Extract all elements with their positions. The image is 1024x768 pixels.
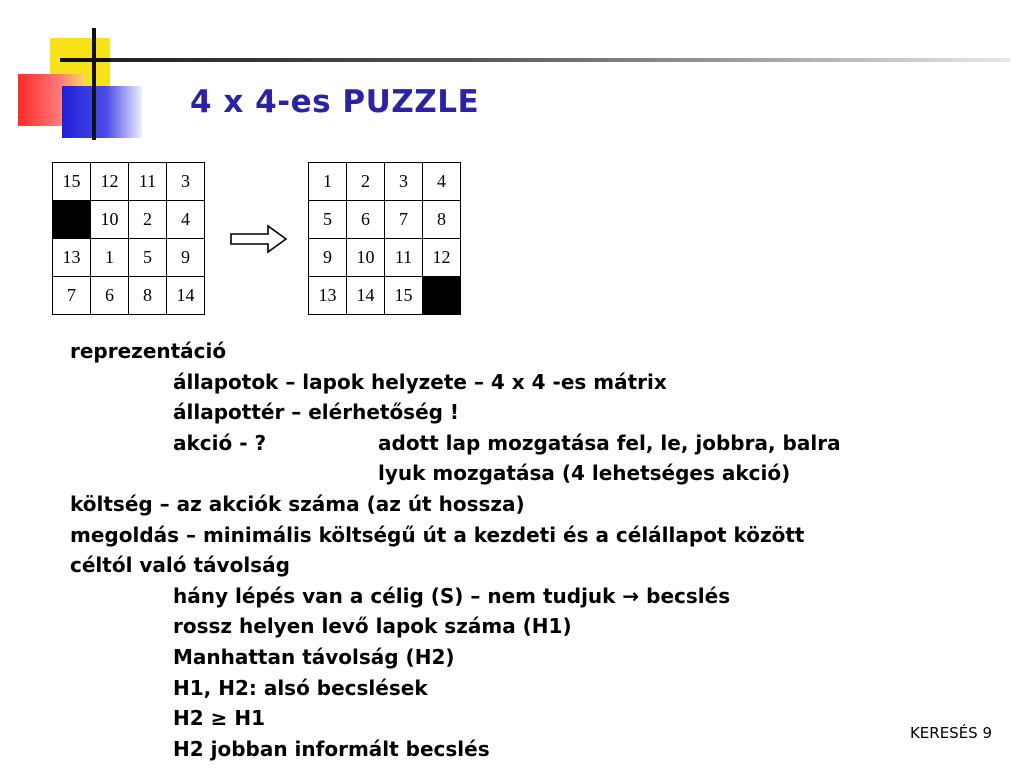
grid-row [309, 239, 461, 277]
grid-row [309, 163, 461, 201]
text-line: H2 jobban informált becslés [173, 736, 490, 761]
text-line: céltól való távolság [70, 553, 290, 578]
text-line-action-desc: adott lap mozgatása fel, le, jobbra, balra [378, 430, 841, 455]
goal-state-grid [308, 162, 461, 315]
text-line: megoldás – minimális költségű út a kezdeti és a célállapot között [70, 522, 805, 547]
text-line-action [70, 428, 841, 459]
puzzle-tile: 14 [347, 277, 385, 315]
puzzle-tile: 1 [91, 239, 129, 277]
start-state-grid [52, 162, 205, 315]
puzzle-tile: 3 [167, 163, 205, 201]
puzzle-tile: 10 [91, 201, 129, 239]
text-line: reprezentáció [70, 339, 227, 363]
text-line: lyuk mozgatása (4 lehetséges akció) [378, 461, 791, 486]
right-arrow-icon [230, 224, 288, 254]
grid-row [53, 277, 205, 315]
slide-footer: KERESÉS 9 [909, 724, 992, 742]
puzzle-tile: 5 [309, 201, 347, 239]
puzzle-tile: 8 [129, 277, 167, 315]
text-line: hány lépés van a célig (S) – nem tudjuk → becslés [173, 583, 731, 608]
puzzle-tile: 14 [167, 277, 205, 315]
grid-row [53, 163, 205, 201]
text-line: rossz helyen levő lapok száma (H1) [173, 614, 572, 639]
empty-tile [423, 277, 461, 315]
slide-logo [0, 0, 160, 150]
title-underline [110, 58, 1010, 62]
slide-body [70, 336, 841, 764]
puzzle-tile: 15 [53, 163, 91, 201]
puzzle-tile: 13 [53, 239, 91, 277]
puzzle-tile: 3 [385, 163, 423, 201]
puzzle-tile: 5 [129, 239, 167, 277]
puzzle-tile: 4 [167, 201, 205, 239]
puzzle-tile: 6 [347, 201, 385, 239]
puzzle-tile: 11 [129, 163, 167, 201]
puzzle-tile: 7 [53, 277, 91, 315]
puzzle-tile: 8 [423, 201, 461, 239]
puzzle-tile: 6 [91, 277, 129, 315]
text-line: állapottér – elérhetőség ! [173, 400, 460, 425]
puzzle-tile: 12 [423, 239, 461, 277]
grid-row [309, 201, 461, 239]
puzzle-tile: 2 [347, 163, 385, 201]
puzzle-tile: 4 [423, 163, 461, 201]
puzzle-tile: 12 [91, 163, 129, 201]
text-line-action-label: akció - ? [173, 430, 267, 455]
puzzle-tile: 7 [385, 201, 423, 239]
puzzle-tile: 1 [309, 163, 347, 201]
puzzle-tile: 11 [385, 239, 423, 277]
text-line: H1, H2: alsó becslések [173, 675, 428, 700]
text-line: költség – az akciók száma (az út hossza) [70, 491, 525, 516]
logo-blue-square [62, 86, 142, 138]
puzzle-tile: 10 [347, 239, 385, 277]
puzzle-tile: 9 [167, 239, 205, 277]
puzzle-tile: 9 [309, 239, 347, 277]
empty-tile [53, 201, 91, 239]
text-line: Manhattan távolság (H2) [173, 644, 455, 669]
text-line: állapotok – lapok helyzete – 4 x 4 -es mátrix [173, 369, 667, 394]
slide-title: 4 x 4-es PUZZLE [190, 84, 480, 120]
logo-vertical-line [92, 28, 96, 140]
grid-row [53, 239, 205, 277]
puzzle-tile: 2 [129, 201, 167, 239]
grid-row [309, 277, 461, 315]
grid-row [53, 201, 205, 239]
puzzle-tile: 15 [385, 277, 423, 315]
text-line: H2 ≥ H1 [173, 706, 265, 731]
puzzle-tile: 13 [309, 277, 347, 315]
